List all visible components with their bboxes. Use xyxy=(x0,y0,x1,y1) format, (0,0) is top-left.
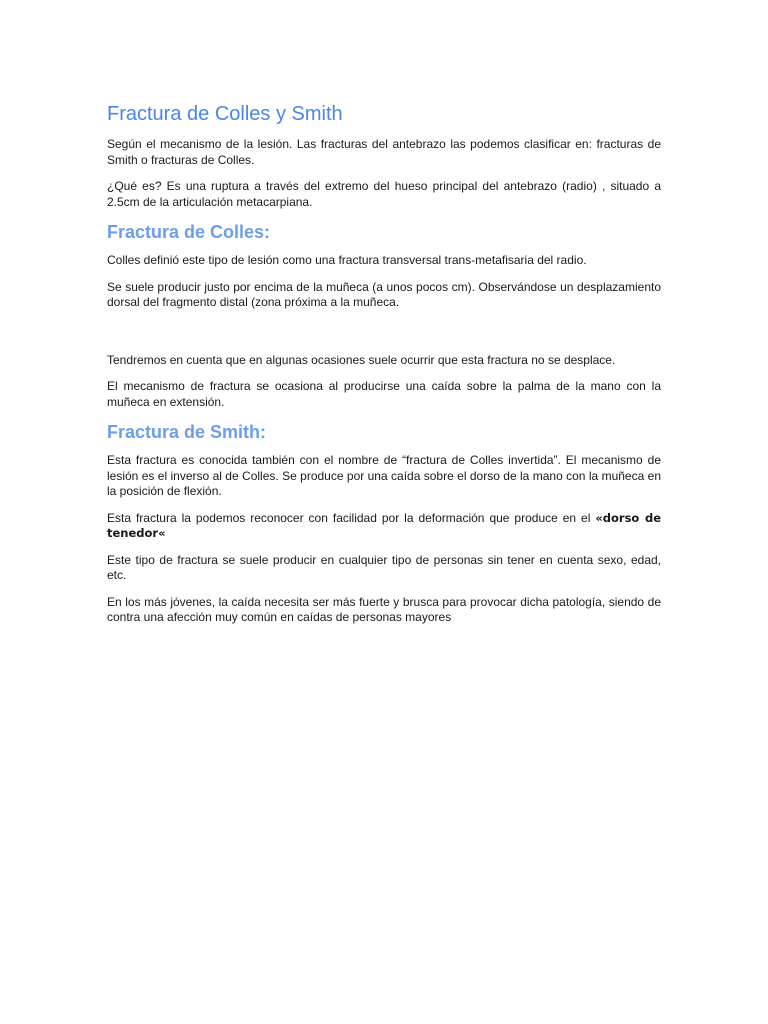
colles-paragraph: El mecanismo de fractura se ocasiona al producirse una caída sobre la palma de la mano con la muñeca en extensión. xyxy=(107,379,661,409)
smith-paragraph-text: Esta fractura la podemos reconocer con facilidad por la deformación que produce en el xyxy=(107,510,596,525)
section-heading-colles: Fractura de Colles: xyxy=(107,222,271,242)
colles-paragraph: Se suele producir justo por encima de la muñeca (a unos pocos cm). Observándose un desplazamiento dorsal del fragmento distal (zona próxima a la muñeca. xyxy=(107,279,661,309)
intro-paragraph: Según el mecanismo de la lesión. Las fracturas del antebrazo las podemos clasificar en: fracturas de Smith o fracturas de Colles. xyxy=(107,137,661,167)
bold-term-dorso-de-tenedor: «dorso de tenedor« xyxy=(107,510,661,540)
blank-gap xyxy=(107,322,661,353)
smith-paragraph: Este tipo de fractura se suele producir en cualquier tipo de personas sin tener en cuenta sexo, edad, etc. xyxy=(107,552,661,582)
document-body xyxy=(107,102,661,637)
colles-paragraph: Colles definió este tipo de lesión como una fractura transversal trans-metafisaria del radio. xyxy=(107,253,587,267)
document-title: Fractura de Colles y Smith xyxy=(107,103,343,125)
intro-paragraph: ¿Qué es? Es una ruptura a través del extremo del hueso principal del antebrazo (radio) , situado a 2.5cm de la articulación metacarpiana. xyxy=(107,179,661,209)
colles-paragraph: Tendremos en cuenta que en algunas ocasiones suele ocurrir que esta fractura no se desplace. xyxy=(107,352,616,367)
smith-paragraph: Esta fractura es conocida también con el nombre de “fractura de Colles invertida”. El mecanismo de lesión es el inverso al de Colles. Se produce por una caída sobre el dorso de la mano con la muñeca en la posición de flexión. xyxy=(107,453,661,498)
smith-paragraph: En los más jóvenes, la caída necesita ser más fuerte y brusca para provocar dicha patología, siendo de contra una afección muy común en caídas de personas mayores xyxy=(107,594,661,624)
smith-paragraph xyxy=(107,511,661,542)
section-heading-smith: Fractura de Smith: xyxy=(107,422,267,442)
